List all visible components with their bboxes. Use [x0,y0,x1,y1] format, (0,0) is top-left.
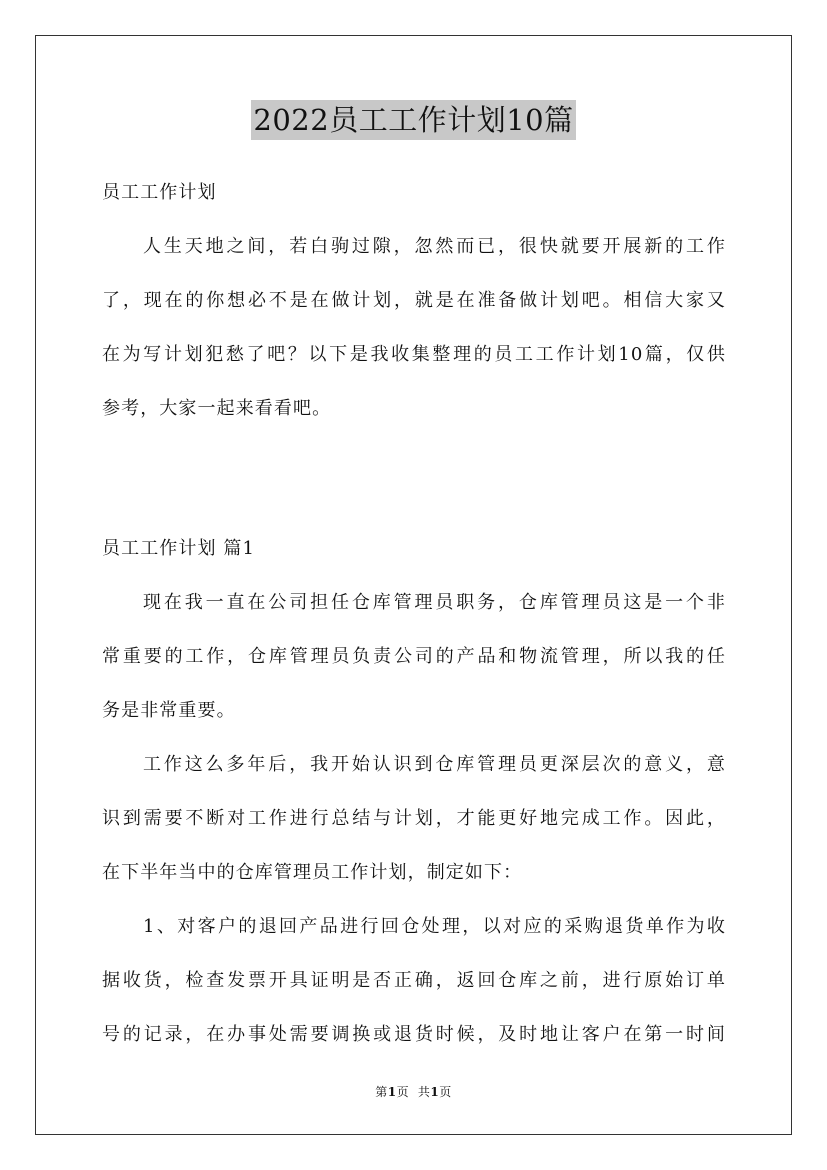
intro-paragraph-line: 参考，大家一起来看看吧。 [102,398,332,419]
title-container [0,100,827,140]
total-pages: 1 [430,1085,440,1099]
intro-paragraph-line: 人生天地之间，若白驹过隙，忽然而已，很快就要开展新的工作 [143,236,726,257]
total-suffix: 页 [439,1085,452,1099]
paragraph-line: 号的记录，在办事处需要调换或退货时候，及时地让客户在第一时间 [102,1024,726,1045]
paragraph-line: 常重要的工作，仓库管理员负责公司的产品和物流管理，所以我的任 [102,646,726,667]
total-prefix: 共 [417,1085,431,1099]
intro-paragraph-line: 了，现在的你想必不是在做计划，就是在准备做计划吧。相信大家又 [102,290,726,311]
page-prefix: 第 [375,1085,388,1099]
paragraph-line: 在下半年当中的仓库管理员工作计划，制定如下： [102,862,523,883]
section-spacer [102,440,726,526]
paragraph-line: 识到需要不断对工作进行总结与计划，才能更好地完成工作。因此， [102,808,726,829]
section-heading: 员工工作计划 篇1 [102,538,256,559]
section-heading: 员工工作计划 [102,182,217,203]
paragraph-line: 据收货，检查发票开具证明是否正确，返回仓库之前，进行原始订单 [102,970,726,991]
intro-paragraph-line: 在为写计划犯愁了吧？以下是我收集整理的员工工作计划10篇，仅供 [102,344,726,365]
document-title: 2022员工工作计划10篇 [251,100,575,140]
paragraph-line: 务是非常重要。 [102,700,236,721]
page-number: 1 [387,1085,397,1099]
page-suffix: 页 [396,1085,410,1099]
paragraph-line: 1、对客户的退回产品进行回仓处理，以对应的采购退货单作为收 [143,916,726,937]
document-body [102,170,726,1066]
paragraph-line: 现在我一直在公司担任仓库管理员职务，仓库管理员这是一个非 [143,592,726,613]
paragraph-line: 工作这么多年后，我开始认识到仓库管理员更深层次的意义，意 [143,754,726,775]
page-footer [0,1083,827,1101]
